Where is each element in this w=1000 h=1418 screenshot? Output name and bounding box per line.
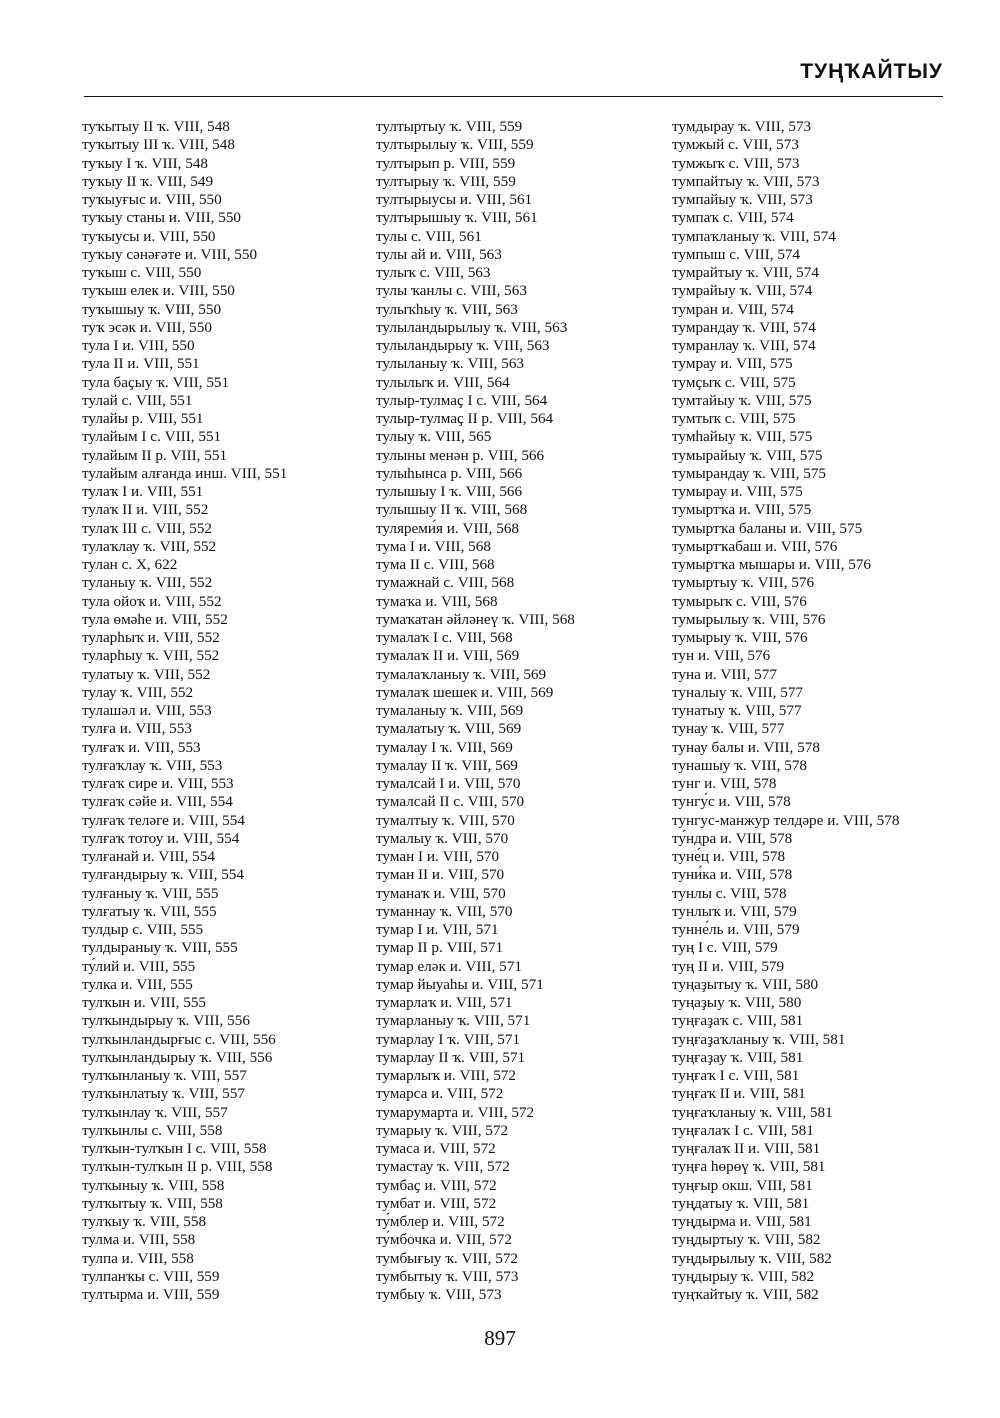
- dictionary-entry: тумыртҡа и. VIII, 575: [672, 501, 812, 519]
- dictionary-entry: туҡыусы и. VIII, 550: [82, 227, 216, 245]
- dictionary-entry: тултыртыу ҡ. VIII, 559: [376, 118, 523, 135]
- dictionary-entry: тулы с. VIII, 561: [376, 227, 482, 245]
- dictionary-entry: тулҡынлатыу ҡ. VIII, 557: [82, 1085, 245, 1103]
- dictionary-entry: тулыр-тулмаҫ II р. VIII, 564: [376, 410, 554, 427]
- dictionary-entry: туң II и. VIII, 579: [672, 957, 785, 975]
- dictionary-entry: тумалаҡ II и. VIII, 569: [376, 647, 520, 665]
- dictionary-entry: тулҡындырыу ҡ. VIII, 556: [82, 1012, 250, 1030]
- dictionary-entry: туҡыш с. VIII, 550: [82, 264, 202, 281]
- dictionary-entry: тулы ай и. VIII, 563: [376, 245, 502, 263]
- dictionary-entry: тумар йыуаһы и. VIII, 571: [376, 975, 544, 993]
- dictionary-entry: тулыны менән р. VIII, 566: [376, 446, 545, 464]
- dictionary-entry: тумырылыу ҡ. VIII, 576: [672, 610, 826, 628]
- dictionary-entry: тунг и. VIII, 578: [672, 775, 777, 792]
- dictionary-entry: тун и. VIII, 576: [672, 647, 771, 665]
- dictionary-entry: туҡыуғыс и. VIII, 550: [82, 191, 222, 208]
- dictionary-entry: тумрайтыу ҡ. VIII, 574: [672, 264, 819, 281]
- dictionary-entry: тулашәл и. VIII, 553: [82, 702, 212, 719]
- dictionary-entry: тулайы р. VIII, 551: [82, 410, 204, 427]
- dictionary-entry: тулыҡһыу ҡ. VIII, 563: [376, 300, 518, 318]
- dictionary-entry: тулғаҡ сәйе и. VIII, 554: [82, 793, 233, 811]
- dictionary-entry: тулылыҡ и. VIII, 564: [376, 373, 510, 391]
- dictionary-entry: туҡыу II ҡ. VIII, 549: [82, 172, 214, 190]
- dictionary-entry: туңғалаҡ II и. VIII, 581: [672, 1140, 821, 1157]
- dictionary-entry: тумалау II ҡ. VIII, 569: [376, 756, 518, 774]
- dictionary-entry: тулҡын и. VIII, 555: [82, 994, 207, 1011]
- dictionary-entry: ту́мбочка и. VIII, 572: [376, 1231, 512, 1249]
- dictionary-entry: тулғаҡ тотоу и. VIII, 554: [82, 829, 240, 847]
- dictionary-entry: туңдырылыу ҡ. VIII, 582: [672, 1249, 832, 1267]
- dictionary-entry: тумырандау ҡ. VIII, 575: [672, 464, 827, 482]
- dictionary-entry: туҡыу станы и. VIII, 550: [82, 209, 242, 227]
- dictionary-entry: тулғатыу ҡ. VIII, 555: [82, 902, 217, 920]
- dictionary-entry: тулан с. X, 622: [82, 556, 178, 573]
- dictionary-entry: тумбыу ҡ. VIII, 573: [376, 1286, 502, 1303]
- dictionary-entry: тула баҫыу ҡ. VIII, 551: [82, 373, 230, 391]
- dictionary-entry: тулҡын-тулҡын I с. VIII, 558: [82, 1140, 267, 1157]
- dictionary-entry: тулыланыу ҡ. VIII, 563: [376, 355, 525, 373]
- dictionary-entry: тумырайыу ҡ. VIII, 575: [672, 446, 823, 464]
- dictionary-entry: тунгу́с и. VIII, 578: [672, 793, 791, 811]
- dictionary-entry: туңдыртыу ҡ. VIII, 582: [672, 1231, 821, 1249]
- dictionary-entry: тулпа и. VIII, 558: [82, 1249, 194, 1267]
- dictionary-entry: туңаҙыу ҡ. VIII, 580: [672, 994, 802, 1011]
- dictionary-entry: тумалыу ҡ. VIII, 570: [376, 829, 509, 847]
- dictionary-entry: тумырыу ҡ. VIII, 576: [672, 629, 808, 646]
- dictionary-entry: тунатыу ҡ. VIII, 577: [672, 702, 802, 719]
- dictionary-entry: тумалсай I и. VIII, 570: [376, 775, 521, 792]
- dictionary-entry: тулаҡ I и. VIII, 551: [82, 483, 204, 500]
- dictionary-entry: туңғаҡланыу ҡ. VIII, 581: [672, 1103, 833, 1121]
- dictionary-entry: ту́ндра и. VIII, 578: [672, 829, 793, 847]
- dictionary-entry: туҡышыу ҡ. VIII, 550: [82, 300, 222, 318]
- page-number: 897: [484, 1326, 516, 1350]
- dictionary-entry: туңғаҡ I с. VIII, 581: [672, 1067, 800, 1084]
- dictionary-entry: тумар еләк и. VIII, 571: [376, 957, 522, 975]
- dictionary-entry: тумыртҡа мышары и. VIII, 576: [672, 556, 872, 573]
- dictionary-entry: тумаҡатан әйләнеү ҡ. VIII, 568: [376, 610, 575, 628]
- dictionary-entry: тунау ҡ. VIII, 577: [672, 720, 785, 738]
- dictionary-entry: тулышыу II ҡ. VIII, 568: [376, 501, 528, 519]
- dictionary-entry: тулҡынландырыу ҡ. VIII, 556: [82, 1048, 273, 1066]
- dictionary-entry: тумастау ҡ. VIII, 572: [376, 1158, 510, 1176]
- dictionary-entry: тулғаҡ и. VIII, 553: [82, 738, 201, 756]
- dictionary-entry: тунлыҡ и. VIII, 579: [672, 902, 797, 920]
- dictionary-entry: тулғаҡ сире и. VIII, 553: [82, 775, 234, 792]
- dictionary-entry: тултырылыу ҡ. VIII, 559: [376, 136, 534, 154]
- dictionary-entry: тумалаҡ I с. VIII, 568: [376, 629, 513, 646]
- dictionary-entry: тулышыу I ҡ. VIII, 566: [376, 483, 523, 500]
- dictionary-entry: тунау балы и. VIII, 578: [672, 738, 820, 756]
- dictionary-entry: тулка и. VIII, 555: [82, 975, 193, 993]
- dictionary-entry: туҡыу I ҡ. VIII, 548: [82, 154, 209, 172]
- dictionary-entry: тултырыу ҡ. VIII, 559: [376, 172, 516, 190]
- dictionary-entry: тумҫыҡ с. VIII, 575: [672, 373, 796, 391]
- dictionary-entry: тулы ҡанлы с. VIII, 563: [376, 282, 527, 300]
- dictionary-entry: тумарлау II ҡ. VIII, 571: [376, 1048, 526, 1066]
- dictionary-entry: тулға и. VIII, 553: [82, 720, 192, 738]
- entry-column-2: [376, 118, 575, 1304]
- dictionary-entry: тумыртҡабаш и. VIII, 576: [672, 537, 838, 555]
- dictionary-entry: тумтайыу ҡ. VIII, 575: [672, 391, 812, 409]
- dictionary-entry: туңдырма и. VIII, 581: [672, 1213, 812, 1230]
- dictionary-entry: тулыр-тулмаҫ I с. VIII, 564: [376, 391, 548, 409]
- dictionary-entry: тунашыу ҡ. VIII, 578: [672, 756, 808, 774]
- dictionary-entry: туң I с. VIII, 579: [672, 939, 778, 957]
- dictionary-entry: тулҡыныу ҡ. VIII, 558: [82, 1176, 225, 1194]
- dictionary-entry: тумарса и. VIII, 572: [376, 1085, 504, 1103]
- dictionary-entry: тумарлаҡ и. VIII, 571: [376, 994, 513, 1011]
- dictionary-entry: тумпайтыу ҡ. VIII, 573: [672, 172, 820, 190]
- dictionary-entry: тулаҡ II и. VIII, 552: [82, 501, 209, 519]
- dictionary-entry: туҡытыу III ҡ. VIII, 548: [82, 136, 235, 154]
- dictionary-entry: тума II с. VIII, 568: [376, 556, 495, 573]
- dictionary-entry: тулғандырыу ҡ. VIII, 554: [82, 866, 244, 884]
- dictionary-entry: тумалау I ҡ. VIII, 569: [376, 738, 513, 756]
- dictionary-entry: туларһыҡ и. VIII, 552: [82, 629, 220, 646]
- dictionary-entry: туңғаҙаҡланыу ҡ. VIII, 581: [672, 1030, 846, 1048]
- dictionary-entry: тумпаҡ с. VIII, 574: [672, 209, 794, 227]
- dictionary-entry: тулпанҡы с. VIII, 559: [82, 1267, 220, 1285]
- dictionary-entry: тулаҡ III с. VIII, 552: [82, 519, 213, 537]
- dictionary-entry: тула ойоҡ и. VIII, 552: [82, 592, 222, 610]
- dictionary-entry: тумалаҡланыу ҡ. VIII, 569: [376, 665, 547, 683]
- dictionary-entry: туларһыу ҡ. VIII, 552: [82, 647, 220, 665]
- dictionary-entry: тулғанай и. VIII, 554: [82, 848, 215, 865]
- dictionary-entry: тулдыраныу ҡ. VIII, 555: [82, 939, 238, 957]
- dictionary-entry: тума I и. VIII, 568: [376, 537, 491, 555]
- dictionary-entry: тунне́ль и. VIII, 579: [672, 921, 800, 938]
- dictionary-entry: тумажнай с. VIII, 568: [376, 574, 515, 592]
- dictionary-entry: тулма и. VIII, 558: [82, 1231, 196, 1249]
- dictionary-entry: тулыу ҡ. VIII, 565: [376, 428, 492, 446]
- dictionary-entry: тулыландырыу ҡ. VIII, 563: [376, 337, 550, 354]
- dictionary-entry: туман II и. VIII, 570: [376, 866, 505, 884]
- dictionary-entry: тумран и. VIII, 574: [672, 300, 794, 318]
- dictionary-entry: тунгус-манжур телдәре и. VIII, 578: [672, 811, 900, 829]
- dictionary-entry: тулайым II р. VIII, 551: [82, 446, 228, 464]
- dictionary-entry: тулай с. VIII, 551: [82, 391, 193, 409]
- dictionary-entry: тулыһынса р. VIII, 566: [376, 464, 523, 482]
- dictionary-entry: тумбаҫ и. VIII, 572: [376, 1176, 497, 1194]
- dictionary-entry: туман I и. VIII, 570: [376, 848, 500, 865]
- dictionary-entry: тулыҡ с. VIII, 563: [376, 264, 491, 281]
- dictionary-entry: тулҡытыу ҡ. VIII, 558: [82, 1194, 223, 1212]
- dictionary-entry: тулҡын-тулҡын II р. VIII, 558: [82, 1158, 273, 1176]
- dictionary-entry: тумырыҡ с. VIII, 576: [672, 592, 807, 610]
- dictionary-entry: тумарлыҡ и. VIII, 572: [376, 1067, 516, 1084]
- header-title: ТУҢҠАЙТЫУ: [800, 60, 943, 83]
- dictionary-entry: тулҡынландырғыс с. VIII, 556: [82, 1030, 276, 1048]
- dictionary-entry: тумалаҡ шешек и. VIII, 569: [376, 683, 554, 701]
- dictionary-entry: тумарыу ҡ. VIII, 572: [376, 1121, 509, 1139]
- dictionary-entry: тулғаныу ҡ. VIII, 555: [82, 884, 219, 902]
- dictionary-entry: тумпыш с. VIII, 574: [672, 245, 801, 263]
- dictionary-entry: тултырма и. VIII, 559: [82, 1286, 220, 1303]
- dictionary-entry: тумарумарта и. VIII, 572: [376, 1103, 535, 1121]
- dictionary-entry: тумпаҡланыу ҡ. VIII, 574: [672, 227, 836, 245]
- dictionary-entry: тулаҡлау ҡ. VIII, 552: [82, 537, 217, 555]
- dictionary-entry: тумрандау ҡ. VIII, 574: [672, 318, 816, 336]
- dictionary-entry: тумжый с. VIII, 573: [672, 136, 799, 154]
- dictionary-entry: туни́ка и. VIII, 578: [672, 866, 793, 884]
- dictionary-entry: туманаҡ и. VIII, 570: [376, 884, 506, 902]
- dictionary-entry: тумаланыу ҡ. VIII, 569: [376, 702, 524, 719]
- dictionary-entry: тумыртыу ҡ. VIII, 576: [672, 574, 815, 592]
- dictionary-entry: тултырыусы и. VIII, 561: [376, 191, 533, 208]
- dictionary-entry: туңдатыу ҡ. VIII, 581: [672, 1194, 810, 1212]
- dictionary-entry: туналыу ҡ. VIII, 577: [672, 683, 804, 701]
- dictionary-entry: тумдырау ҡ. VIII, 573: [672, 118, 812, 135]
- dictionary-entry: тулғаҡлау ҡ. VIII, 553: [82, 756, 223, 774]
- dictionary-entry: тумарлау I ҡ. VIII, 571: [376, 1030, 521, 1048]
- dictionary-entry: тулау ҡ. VIII, 552: [82, 683, 194, 701]
- dictionary-entry: тула II и. VIII, 551: [82, 355, 200, 373]
- dictionary-entry: тулғаҡ теләге и. VIII, 554: [82, 811, 245, 829]
- dictionary-entry: туне́ц и. VIII, 578: [672, 848, 786, 865]
- dictionary-entry: тулҡынлау ҡ. VIII, 557: [82, 1103, 228, 1121]
- dictionary-entry: тулыландырылыу ҡ. VIII, 563: [376, 318, 568, 336]
- dictionary-entry: тулҡыу ҡ. VIII, 558: [82, 1213, 207, 1230]
- dictionary-entry: туҡыш елек и. VIII, 550: [82, 282, 235, 300]
- dictionary-entry: тунлы с. VIII, 578: [672, 884, 787, 902]
- dictionary-entry: тумалатыу ҡ. VIII, 569: [376, 720, 522, 738]
- dictionary-entry: тула I и. VIII, 550: [82, 337, 195, 354]
- dictionary-entry: туңғаҙау ҡ. VIII, 581: [672, 1048, 804, 1066]
- dictionary-entry: ту́лий и. VIII, 555: [82, 957, 196, 975]
- dictionary-entry: тула өмәһе и. VIII, 552: [82, 610, 228, 628]
- dictionary-entry: тумыртҡа баланы и. VIII, 575: [672, 519, 863, 537]
- dictionary-entry: тумтыҡ с. VIII, 575: [672, 410, 796, 427]
- dictionary-entry: туляреми́я и. VIII, 568: [376, 519, 520, 537]
- dictionary-entry: тумаҡа и. VIII, 568: [376, 592, 498, 610]
- dictionary-entry: туңдырыу ҡ. VIII, 582: [672, 1267, 815, 1285]
- dictionary-entry: тумранлау ҡ. VIII, 574: [672, 337, 816, 354]
- dictionary-entry: тумар I и. VIII, 571: [376, 921, 499, 938]
- dictionary-entry: туманнау ҡ. VIII, 570: [376, 902, 513, 920]
- dictionary-entry: туҡыу сәнәғәте и. VIII, 550: [82, 245, 258, 263]
- dictionary-entry: тумпайыу ҡ. VIII, 573: [672, 191, 813, 208]
- dictionary-entry: тулайым алғанда инш. VIII, 551: [82, 464, 288, 482]
- dictionary-entry: тумһайыу ҡ. VIII, 575: [672, 428, 813, 446]
- dictionary-entry: туңғаҡ II и. VIII, 581: [672, 1085, 806, 1103]
- dictionary-entry: тумалтыу ҡ. VIII, 570: [376, 811, 515, 829]
- dictionary-entry: тумрайыу ҡ. VIII, 574: [672, 282, 813, 300]
- dictionary-entry: тулдыр с. VIII, 555: [82, 921, 204, 938]
- dictionary-entry: тумжыҡ с. VIII, 573: [672, 154, 800, 172]
- dictionary-entry: ту́мблер и. VIII, 572: [376, 1213, 505, 1230]
- dictionary-entry: тумбығыу ҡ. VIII, 572: [376, 1249, 519, 1267]
- dictionary-entry: туңғыр окш. VIII, 581: [672, 1176, 813, 1194]
- dictionary-entry: туҡ эсәк и. VIII, 550: [82, 318, 212, 336]
- dictionary-entry: тумаса и. VIII, 572: [376, 1140, 496, 1157]
- running-header: [84, 58, 943, 97]
- dictionary-entry: туна и. VIII, 577: [672, 665, 777, 683]
- dictionary-entry: тулҡынланыу ҡ. VIII, 557: [82, 1067, 247, 1084]
- dictionary-entry: тулатыу ҡ. VIII, 552: [82, 665, 211, 683]
- dictionary-entry: туҡытыу II ҡ. VIII, 548: [82, 118, 230, 135]
- dictionary-entry: тумбытыу ҡ. VIII, 573: [376, 1267, 519, 1285]
- dictionary-entry: тулайым I с. VIII, 551: [82, 428, 222, 446]
- entry-column-3: [672, 118, 899, 1304]
- dictionary-entry: туңғаҙаҡ с. VIII, 581: [672, 1012, 804, 1030]
- dictionary-entry: туланыу ҡ. VIII, 552: [82, 574, 213, 592]
- dictionary-entry: тумырау и. VIII, 575: [672, 483, 803, 500]
- entry-column-1: [82, 118, 287, 1304]
- dictionary-entry: тултырышыу ҡ. VIII, 561: [376, 209, 538, 227]
- dictionary-entry: тумар II р. VIII, 571: [376, 939, 504, 957]
- dictionary-entry: тумалсай II с. VIII, 570: [376, 793, 525, 811]
- dictionary-entry: туңҡайтыу ҡ. VIII, 582: [672, 1286, 819, 1303]
- dictionary-entry: тулҡынлы с. VIII, 558: [82, 1121, 223, 1139]
- dictionary-entry: тумрау и. VIII, 575: [672, 355, 793, 373]
- dictionary-entry: тултырып р. VIII, 559: [376, 154, 516, 172]
- dictionary-entry: тумарланыу ҡ. VIII, 571: [376, 1012, 531, 1030]
- dictionary-entry: туңға һөрөү ҡ. VIII, 581: [672, 1158, 826, 1176]
- dictionary-entry: тумбат и. VIII, 572: [376, 1194, 497, 1212]
- dictionary-entry: туңғалаҡ I с. VIII, 581: [672, 1121, 814, 1139]
- dictionary-entry: туңаҙытыу ҡ. VIII, 580: [672, 975, 819, 993]
